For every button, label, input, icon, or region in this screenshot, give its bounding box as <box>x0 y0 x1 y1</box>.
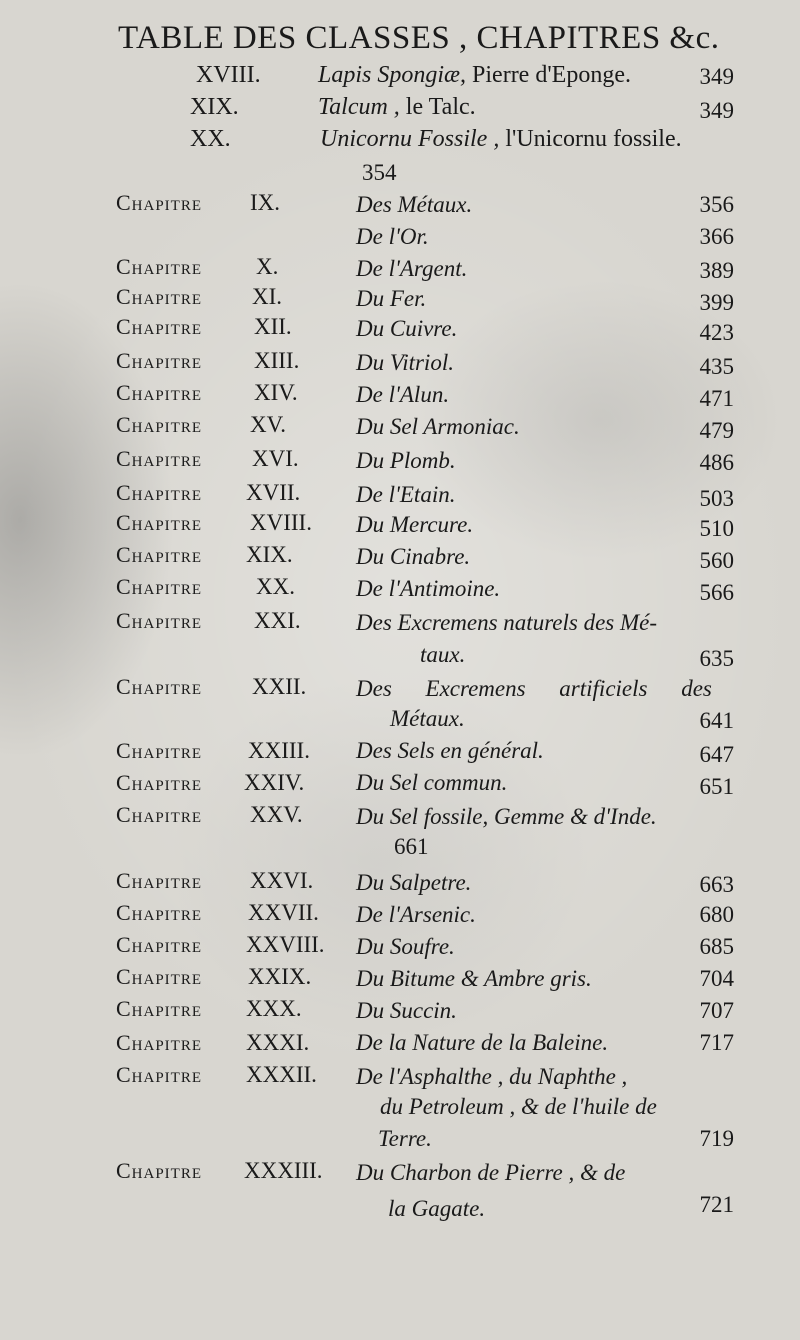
chapter-title: Du Plomb. <box>356 448 456 473</box>
chapter-title: Des Métaux. <box>356 192 473 217</box>
chapter-page: 566 <box>699 580 734 605</box>
chapter-word: Chapitre <box>116 542 203 567</box>
chapter-page: 663 <box>699 872 734 897</box>
chapter-page: 717 <box>699 1030 734 1055</box>
chapter-title: Du Cuivre. <box>356 316 458 341</box>
chapter-page: 680 <box>699 902 734 927</box>
chapter-title: De l'Argent. <box>356 256 468 281</box>
chapter-title-continuation: Terre. <box>378 1126 432 1151</box>
class-title-fr: Pierre d'Eponge. <box>466 62 631 88</box>
chapter-number: XIII. <box>254 348 300 373</box>
chapter-number: XXVI. <box>250 868 314 893</box>
chapter-page: 389 <box>699 258 734 283</box>
class-title-latin: Talcum , <box>318 94 400 120</box>
chapter-word: Chapitre <box>116 510 203 535</box>
chapter-page: 423 <box>699 320 734 345</box>
chapter-title-continuation: du Petroleum , & de l'huile de <box>380 1094 657 1119</box>
chapter-number: XII. <box>254 314 292 339</box>
chapter-page: 721 <box>699 1192 734 1217</box>
chapter-word: Chapitre <box>116 314 203 339</box>
class-page: 349 <box>699 64 734 89</box>
page-header: TABLE DES CLASSES , CHAPITRES &c. <box>118 20 720 56</box>
class-title <box>318 62 631 89</box>
chapter-title-continuation: Métaux. <box>390 706 465 731</box>
chapter-number: XXV. <box>250 802 303 827</box>
chapter-number: XXII. <box>252 674 307 699</box>
chapter-number: XVIII. <box>250 510 312 535</box>
chapter-number: IX. <box>250 190 281 215</box>
chapter-title: Du Fer. <box>356 286 427 311</box>
chapter-title: De l'Or. <box>356 224 429 249</box>
chapter-page: 707 <box>699 998 734 1023</box>
chapter-page: 635 <box>699 646 734 671</box>
chapter-word: Chapitre <box>116 738 203 763</box>
chapter-page: 503 <box>699 486 734 511</box>
chapter-number: XXIV. <box>244 770 305 795</box>
chapter-number: XIX. <box>246 542 293 567</box>
chapter-title-continuation: la Gagate. <box>388 1196 486 1221</box>
chapter-number: XXXIII. <box>244 1158 323 1183</box>
chapter-page: 471 <box>699 386 734 411</box>
chapter-word: Chapitre <box>116 1158 203 1183</box>
chapter-title: Des Excremens artificiels des <box>356 676 712 701</box>
class-title-fr: l'Unicornu fossile. <box>499 126 682 152</box>
chapter-page: 510 <box>699 516 734 541</box>
class-title-latin: Lapis Spongiæ, <box>318 62 467 88</box>
chapter-page: 356 <box>699 192 734 217</box>
chapter-title: Du Succin. <box>356 998 457 1023</box>
chapter-word: Chapitre <box>116 284 203 309</box>
chapter-page: 651 <box>699 774 734 799</box>
chapter-word: Chapitre <box>116 1062 203 1087</box>
chapter-number: XXIII. <box>248 738 310 763</box>
chapter-number: XIV. <box>254 380 298 405</box>
chapter-page: 486 <box>699 450 734 475</box>
class-title <box>318 94 476 121</box>
chapter-number: XXI. <box>254 608 301 633</box>
chapter-page: 661 <box>394 834 429 859</box>
chapter-number: X. <box>256 254 279 279</box>
chapter-word: Chapitre <box>116 900 203 925</box>
chapter-title: Du Bitume & Ambre gris. <box>356 966 592 991</box>
class-number: XIX. <box>190 94 239 120</box>
chapter-title: De l'Asphalthe , du Naphthe , <box>356 1064 628 1089</box>
chapter-number: XI. <box>252 284 283 309</box>
chapter-number: XV. <box>250 412 287 437</box>
chapter-word: Chapitre <box>116 574 203 599</box>
chapter-word: Chapitre <box>116 674 203 699</box>
chapter-title: Du Sel fossile, Gemme & d'Inde. <box>356 804 657 829</box>
chapter-title: Du Sel Armoniac. <box>356 414 520 439</box>
chapter-page: 647 <box>699 742 734 767</box>
chapter-number: XVII. <box>246 480 301 505</box>
chapter-word: Chapitre <box>116 996 203 1021</box>
class-title-fr: le Talc. <box>399 94 476 120</box>
chapter-title-continuation: taux. <box>420 642 466 667</box>
chapter-word: Chapitre <box>116 770 203 795</box>
class-title <box>320 126 682 153</box>
chapter-word: Chapitre <box>116 932 203 957</box>
chapter-page: 641 <box>699 708 734 733</box>
chapter-word: Chapitre <box>116 380 203 405</box>
chapter-number: XXXII. <box>246 1062 317 1087</box>
chapter-number: XXX. <box>246 996 302 1021</box>
chapter-title: Des Excremens naturels des Mé- <box>356 610 658 635</box>
class-number: XX. <box>190 126 231 152</box>
chapter-word: Chapitre <box>116 446 203 471</box>
chapter-title: Du Salpetre. <box>356 870 472 895</box>
chapter-word: Chapitre <box>116 964 203 989</box>
chapter-title: De l'Antimoine. <box>356 576 501 601</box>
chapter-page: 719 <box>699 1126 734 1151</box>
chapter-number: XVI. <box>252 446 299 471</box>
class-page: 354 <box>362 160 397 185</box>
chapter-title: De l'Alun. <box>356 382 450 407</box>
chapter-page: 685 <box>699 934 734 959</box>
chapter-number: XXIX. <box>248 964 312 989</box>
chapter-number: XXXI. <box>246 1030 310 1055</box>
chapter-word: Chapitre <box>116 412 203 437</box>
chapter-title: Du Sel commun. <box>356 770 508 795</box>
chapter-word: Chapitre <box>116 348 203 373</box>
class-number: XVIII. <box>196 62 261 88</box>
chapter-title: Du Mercure. <box>356 512 474 537</box>
chapter-title: De l'Arsenic. <box>356 902 476 927</box>
class-page: 349 <box>699 98 734 123</box>
class-title-latin: Unicornu Fossile , <box>320 126 500 152</box>
chapter-word: Chapitre <box>116 190 203 215</box>
chapter-title: Du Charbon de Pierre , & de <box>356 1160 626 1185</box>
chapter-number: XXVII. <box>248 900 319 925</box>
chapter-number: XX. <box>256 574 295 599</box>
chapter-word: Chapitre <box>116 1030 203 1055</box>
chapter-word: Chapitre <box>116 480 203 505</box>
chapter-word: Chapitre <box>116 802 203 827</box>
chapter-title: De la Nature de la Baleine. <box>356 1030 609 1055</box>
chapter-word: Chapitre <box>116 254 203 279</box>
chapter-title: Du Soufre. <box>356 934 455 959</box>
chapter-title: Des Sels en général. <box>356 738 544 763</box>
chapter-page: 366 <box>699 224 734 249</box>
chapter-title: De l'Etain. <box>356 482 456 507</box>
chapter-title: Du Cinabre. <box>356 544 471 569</box>
chapter-number: XXVIII. <box>246 932 325 957</box>
chapter-page: 560 <box>699 548 734 573</box>
chapter-page: 435 <box>699 354 734 379</box>
chapter-page: 479 <box>699 418 734 443</box>
chapter-word: Chapitre <box>116 608 203 633</box>
chapter-word: Chapitre <box>116 868 203 893</box>
chapter-page: 704 <box>699 966 734 991</box>
chapter-page: 399 <box>699 290 734 315</box>
chapter-title: Du Vitriol. <box>356 350 454 375</box>
